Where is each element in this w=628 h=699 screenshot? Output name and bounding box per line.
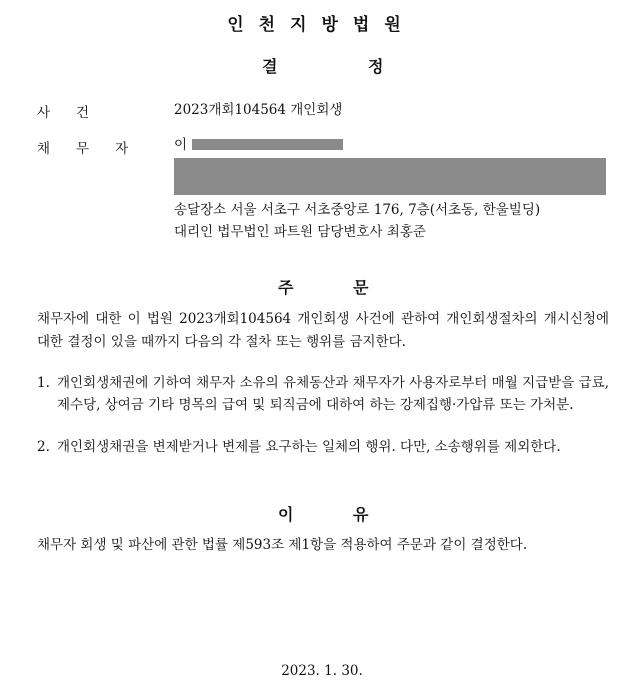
- decision-title-right: 정: [368, 57, 384, 76]
- service-address: 송달장소 서울 서초구 서초중앙로 176, 7층(서초동, 한울빌딩): [174, 202, 541, 218]
- debtor-label: 채무자: [37, 141, 155, 157]
- order-item-2: [37, 436, 609, 458]
- order-item-1: [37, 372, 609, 416]
- order-item-1-text: 개인회생채권에 기하여 채무자 소유의 유체동산과 채무자가 사용자로부터 매월 지급받을 급료, 제수당, 상여금 기타 명목의 급여 및 퇴직금에 대하여 하는 강제집행·가압류 또는 가처분.: [57, 375, 609, 413]
- decision-date: 2023. 1. 30.: [281, 663, 363, 679]
- debtor-name-redaction: [192, 139, 343, 150]
- debtor-address-redaction: [174, 158, 606, 195]
- court-name: 인천지방법원: [227, 15, 416, 35]
- order-item-2-text: 개인회생채권을 변제받거나 변제를 요구하는 일체의 행위. 다만, 소송행위를 제외한다.: [57, 439, 561, 455]
- order-paragraph: 채무자에 대한 이 법원 2023개회104564 개인회생 사건에 관하여 개인회생절차의 개시신청에 대한 결정이 있을 때까지 다음의 각 절차 또는 행위를 금지한다.: [37, 311, 609, 350]
- order-item-2-number: 2.: [37, 439, 50, 455]
- reason-paragraph: 채무자 회생 및 파산에 관한 법률 제593조 제1항을 적용하여 주문과 같이 결정한다.: [37, 537, 528, 553]
- reason-heading-left: 이: [278, 505, 294, 524]
- order-item-1-number: 1.: [37, 375, 50, 391]
- debtor-name-prefix: 이: [174, 137, 188, 153]
- representative: 대리인 법무법인 파트원 담당변호사 최홍준: [174, 224, 426, 240]
- order-heading-right: 문: [353, 278, 369, 297]
- decision-title-left: 결: [262, 57, 278, 76]
- case-value: 2023개회104564 개인회생: [174, 102, 343, 118]
- case-label: 사건: [37, 105, 116, 121]
- reason-heading-right: 유: [353, 505, 369, 524]
- order-heading-left: 주: [278, 278, 294, 297]
